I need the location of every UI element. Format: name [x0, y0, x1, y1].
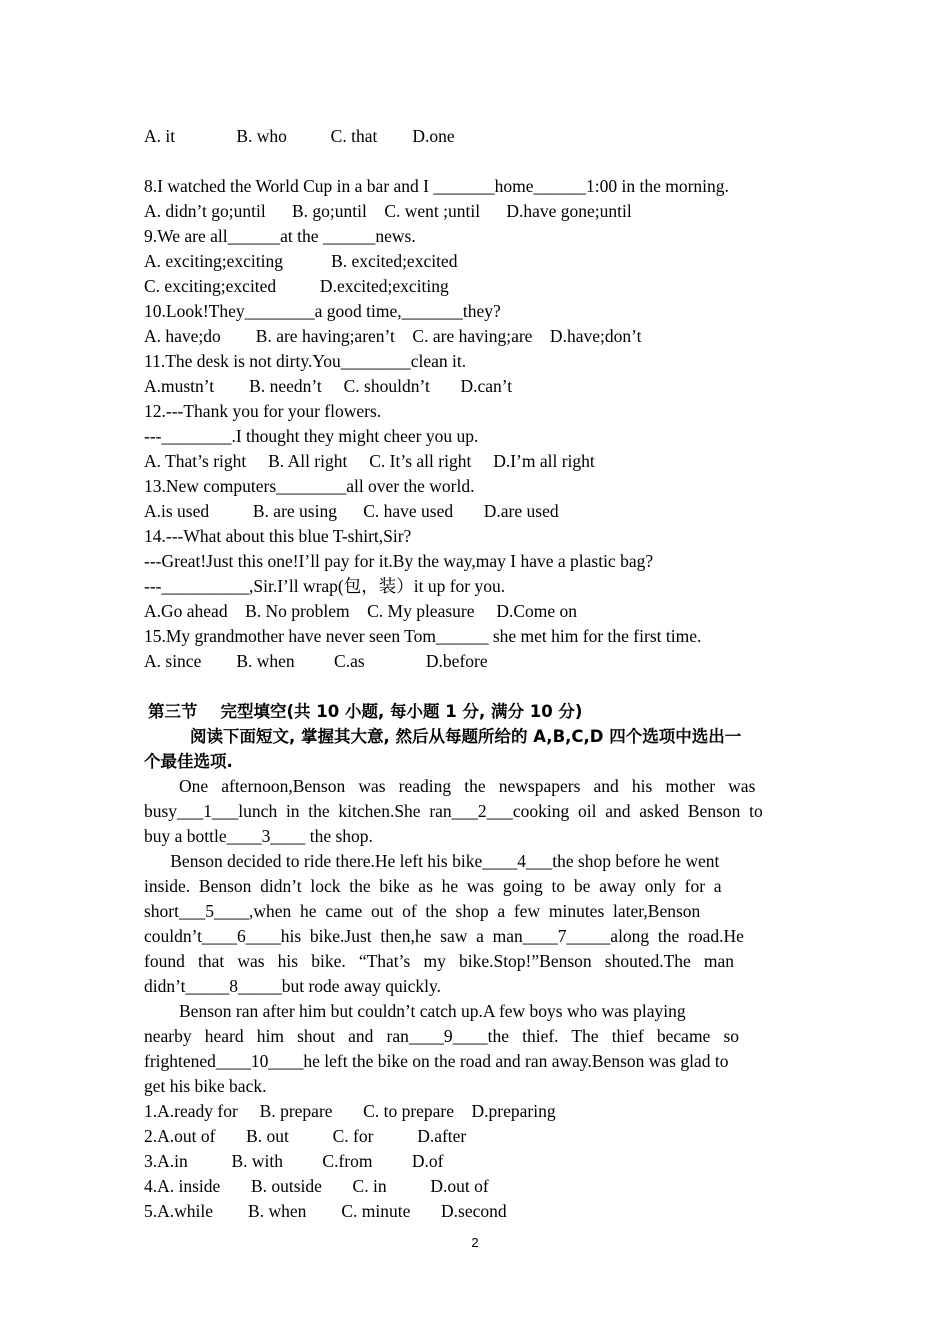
- passage-line: One afternoon,Benson was reading the newspapers and his mother was: [144, 776, 756, 796]
- question-12-dialogue: ---________.I thought they might cheer you up.: [144, 426, 479, 446]
- passage-line: didn’t_____8_____but rode away quickly.: [144, 976, 441, 996]
- page-number: 2: [471, 1235, 479, 1250]
- question-14-dialogue-2: ---__________,Sir.I’ll wrap(包，装）it up for you.: [144, 576, 506, 596]
- section-instruction: 阅读下面短文, 掌握其大意, 然后从每题所给的 A,B,C,D 四个选项中选出一: [144, 727, 742, 746]
- question-12-options: A. That’s right B. All right C. It’s all right D.I’m all right: [144, 451, 595, 471]
- passage-line: busy___1___lunch in the kitchen.She ran___2___cooking oil and asked Benson to: [144, 801, 763, 821]
- question-8-options: A. didn’t go;until B. go;until C. went ;until D.have gone;until: [144, 201, 632, 221]
- question-12: 12.---Thank you for your flowers.: [144, 401, 382, 421]
- question-9-options-row1: A. exciting;exciting B. excited;excited: [144, 251, 458, 271]
- passage-line: buy a bottle____3____ the shop.: [144, 826, 373, 846]
- passage-line: found that was his bike. “That’s my bike.Stop!”Benson shouted.The man: [144, 951, 735, 971]
- passage-line: Benson ran after him but couldn’t catch up.A few boys who was playing: [144, 1001, 686, 1021]
- cloze-option-row-2: 2.A.out of B. out C. for D.after: [144, 1126, 467, 1146]
- question-7-options: A. it B. who C. that D.one: [144, 126, 455, 146]
- question-10-options: A. have;do B. are having;aren’t C. are having;are D.have;don’t: [144, 326, 642, 346]
- cloze-option-row-4: 4.A. inside B. outside C. in D.out of: [144, 1176, 489, 1196]
- passage-line: Benson decided to ride there.He left his bike____4___the shop before he went: [144, 851, 720, 871]
- passage-line: get his bike back.: [144, 1076, 267, 1096]
- section-heading: 第三节 完型填空(共 10 小题, 每小题 1 分, 满分 10 分): [148, 702, 583, 721]
- question-14-options: A.Go ahead B. No problem C. My pleasure D.Come on: [144, 601, 578, 621]
- passage-line: nearby heard him shout and ran____9____the thief. The thief became so: [144, 1026, 740, 1046]
- cloze-option-row-1: 1.A.ready for B. prepare C. to prepare D.preparing: [144, 1101, 556, 1121]
- question-10: 10.Look!They________a good time,_______they?: [144, 301, 501, 321]
- passage-line: frightened____10____he left the bike on the road and ran away.Benson was glad to: [144, 1051, 729, 1071]
- question-14: 14.---What about this blue T-shirt,Sir?: [144, 526, 412, 546]
- question-15: 15.My grandmother have never seen Tom______ she met him for the first time.: [144, 626, 702, 646]
- question-14-dialogue-1: ---Great!Just this one!I’ll pay for it.By the way,may I have a plastic bag?: [144, 551, 654, 571]
- passage-line: couldn’t____6____his bike.Just then,he saw a man____7_____along the road.He: [144, 926, 744, 946]
- question-15-options: A. since B. when C.as D.before: [144, 651, 488, 671]
- question-13: 13.New computers________all over the world.: [144, 476, 475, 496]
- passage-line: short___5____,when he came out of the shop a few minutes later,Benson: [144, 901, 701, 921]
- question-11-options: A.mustn’t B. needn’t C. shouldn’t D.can’t: [144, 376, 513, 396]
- question-8: 8.I watched the World Cup in a bar and I _______home______1:00 in the morning.: [144, 176, 729, 196]
- passage-line: inside. Benson didn’t lock the bike as he was going to be away only for a: [144, 876, 722, 896]
- question-9-options-row2: C. exciting;excited D.excited;exciting: [144, 276, 449, 296]
- cloze-option-row-3: 3.A.in B. with C.from D.of: [144, 1151, 444, 1171]
- section-instruction-cont: 个最佳选项.: [144, 752, 233, 771]
- question-13-options: A.is used B. are using C. have used D.are used: [144, 501, 559, 521]
- cloze-option-row-5: 5.A.while B. when C. minute D.second: [144, 1201, 507, 1221]
- question-11: 11.The desk is not dirty.You________clean it.: [144, 351, 467, 371]
- question-9: 9.We are all______at the ______news.: [144, 226, 416, 246]
